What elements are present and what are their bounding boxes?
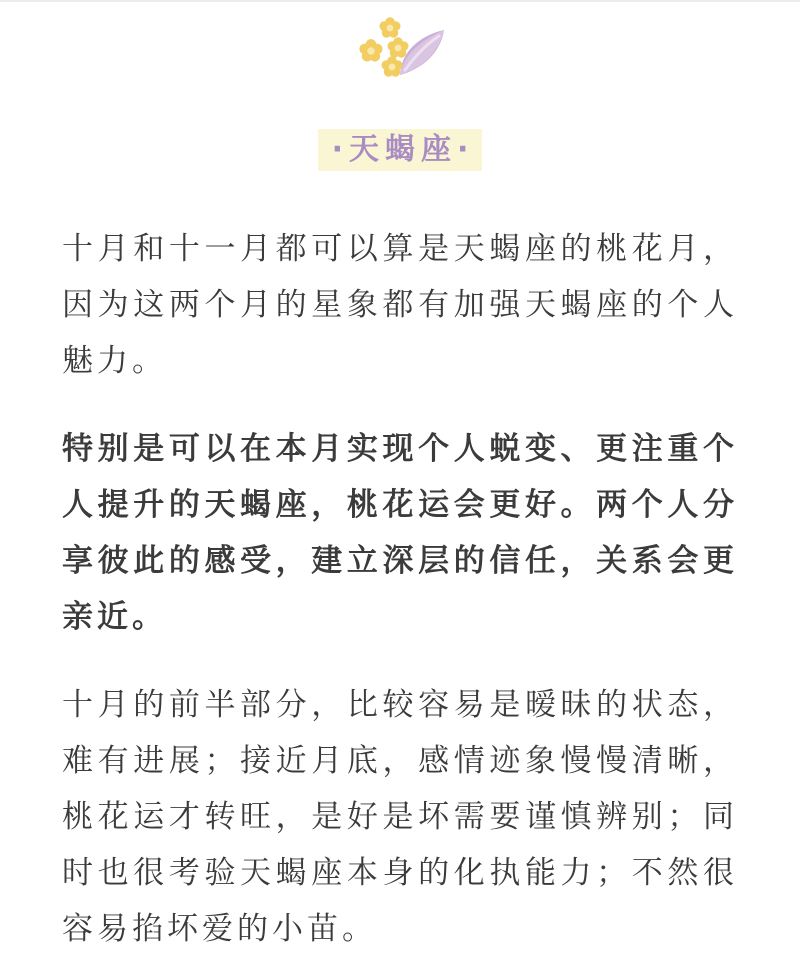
leaf-icon (400, 30, 444, 75)
page-title: ·天蝎座· (318, 129, 483, 171)
paragraph-highlight: 特别是可以在本月实现个人蜕变、更注重个人提升的天蝎座，桃花运会更好。两个人分享彼此的感受，建立深层的信任，关系会更亲近。 (62, 431, 738, 635)
paragraph-intro: 十月和十一月都可以算是天蝎座的桃花月，因为这两个月的星象都有加强天蝎座的个人魅力。 (62, 231, 738, 379)
flower-icon (380, 17, 401, 38)
flower-icon (382, 56, 403, 77)
flowers-and-leaf-icon (345, 11, 455, 89)
paragraph-detail: 十月的前半部分，比较容易是暧昧的状态，难有进展；接近月底，感情迹象慢慢清晰，桃花运才转旺，是好是坏需要谨慎辨别；同时也很考验天蝎座本身的化执能力；不然很容易掐坏爱的小苗。 (62, 687, 738, 947)
article-content (0, 221, 800, 957)
flower-icon (388, 37, 409, 58)
flower-icon (359, 39, 382, 62)
title-row (0, 129, 800, 171)
decoration (0, 2, 800, 91)
